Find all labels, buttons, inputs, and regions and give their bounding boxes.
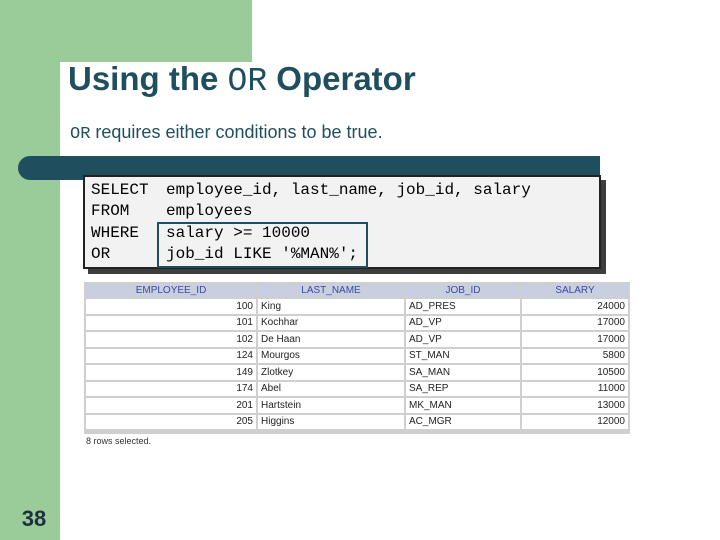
job-id-cell: SA_REP	[406, 382, 520, 397]
last-name-cell: Kochhar	[258, 316, 404, 331]
employee-id-cell: 174	[86, 382, 256, 397]
sql-clause: job_id LIKE '%MAN%';	[166, 245, 359, 263]
last-name-cell: Hartstein	[258, 398, 404, 413]
table-row	[86, 332, 628, 347]
table-row	[86, 398, 628, 413]
slide-subtitle	[70, 122, 383, 144]
job-id-cell: ST_MAN	[406, 349, 520, 364]
last-name-cell: King	[258, 299, 404, 314]
last-name-cell: Higgins	[258, 415, 404, 430]
employee-id-cell: 149	[86, 365, 256, 380]
job-id-cell: AD_VP	[406, 332, 520, 347]
salary-cell: 24000	[522, 299, 628, 314]
title-prefix: Using the	[68, 60, 228, 97]
salary-cell: 5800	[522, 349, 628, 364]
sql-keyword: SELECT	[91, 181, 149, 199]
sql-clause: employees	[166, 202, 253, 220]
employee-id-cell: 101	[86, 316, 256, 331]
table-row	[86, 415, 628, 430]
last-name-cell: Abel	[258, 382, 404, 397]
slide-title	[68, 60, 416, 100]
condition-highlight-box	[157, 222, 368, 268]
sql-keyword: FROM	[91, 202, 130, 220]
salary-cell: 13000	[522, 398, 628, 413]
table-header-row	[86, 284, 628, 297]
decorative-left-band	[0, 0, 60, 540]
rows-selected-note: 8 rows selected.	[86, 436, 152, 446]
subtitle-code: OR	[70, 125, 91, 144]
sql-keyword: WHERE	[91, 224, 140, 242]
column-header: JOB_ID	[406, 284, 520, 297]
salary-cell: 11000	[522, 382, 628, 397]
page-number: 38	[21, 506, 47, 531]
last-name-cell: Mourgos	[258, 349, 404, 364]
job-id-cell: AC_MGR	[406, 415, 520, 430]
subtitle-text: requires either conditions to be true.	[90, 122, 383, 142]
sql-clause: salary >= 10000	[166, 224, 311, 242]
employee-id-cell: 205	[86, 415, 256, 430]
employee-id-cell: 102	[86, 332, 256, 347]
salary-cell: 12000	[522, 415, 628, 430]
salary-cell: 17000	[522, 332, 628, 347]
table-row	[86, 316, 628, 331]
result-table-container	[84, 282, 630, 434]
job-id-cell: MK_MAN	[406, 398, 520, 413]
employee-id-cell: 100	[86, 299, 256, 314]
sql-clause: employee_id, last_name, job_id, salary	[166, 181, 531, 199]
last-name-cell: Zlotkey	[258, 365, 404, 380]
salary-cell: 10500	[522, 365, 628, 380]
column-header: SALARY	[522, 284, 628, 297]
job-id-cell: AD_VP	[406, 316, 520, 331]
job-id-cell: AD_PRES	[406, 299, 520, 314]
sql-keyword: OR	[91, 245, 111, 263]
employee-id-cell: 201	[86, 398, 256, 413]
table-row	[86, 365, 628, 380]
salary-cell: 17000	[522, 316, 628, 331]
result-table	[84, 282, 630, 431]
table-row	[86, 382, 628, 397]
employee-id-cell: 124	[86, 349, 256, 364]
title-code: OR	[227, 63, 268, 100]
last-name-cell: De Haan	[258, 332, 404, 347]
title-suffix: Operator	[267, 60, 416, 97]
job-id-cell: SA_MAN	[406, 365, 520, 380]
column-header: LAST_NAME	[258, 284, 404, 297]
column-header: EMPLOYEE_ID	[86, 284, 256, 297]
table-row	[86, 299, 628, 314]
table-row	[86, 349, 628, 364]
